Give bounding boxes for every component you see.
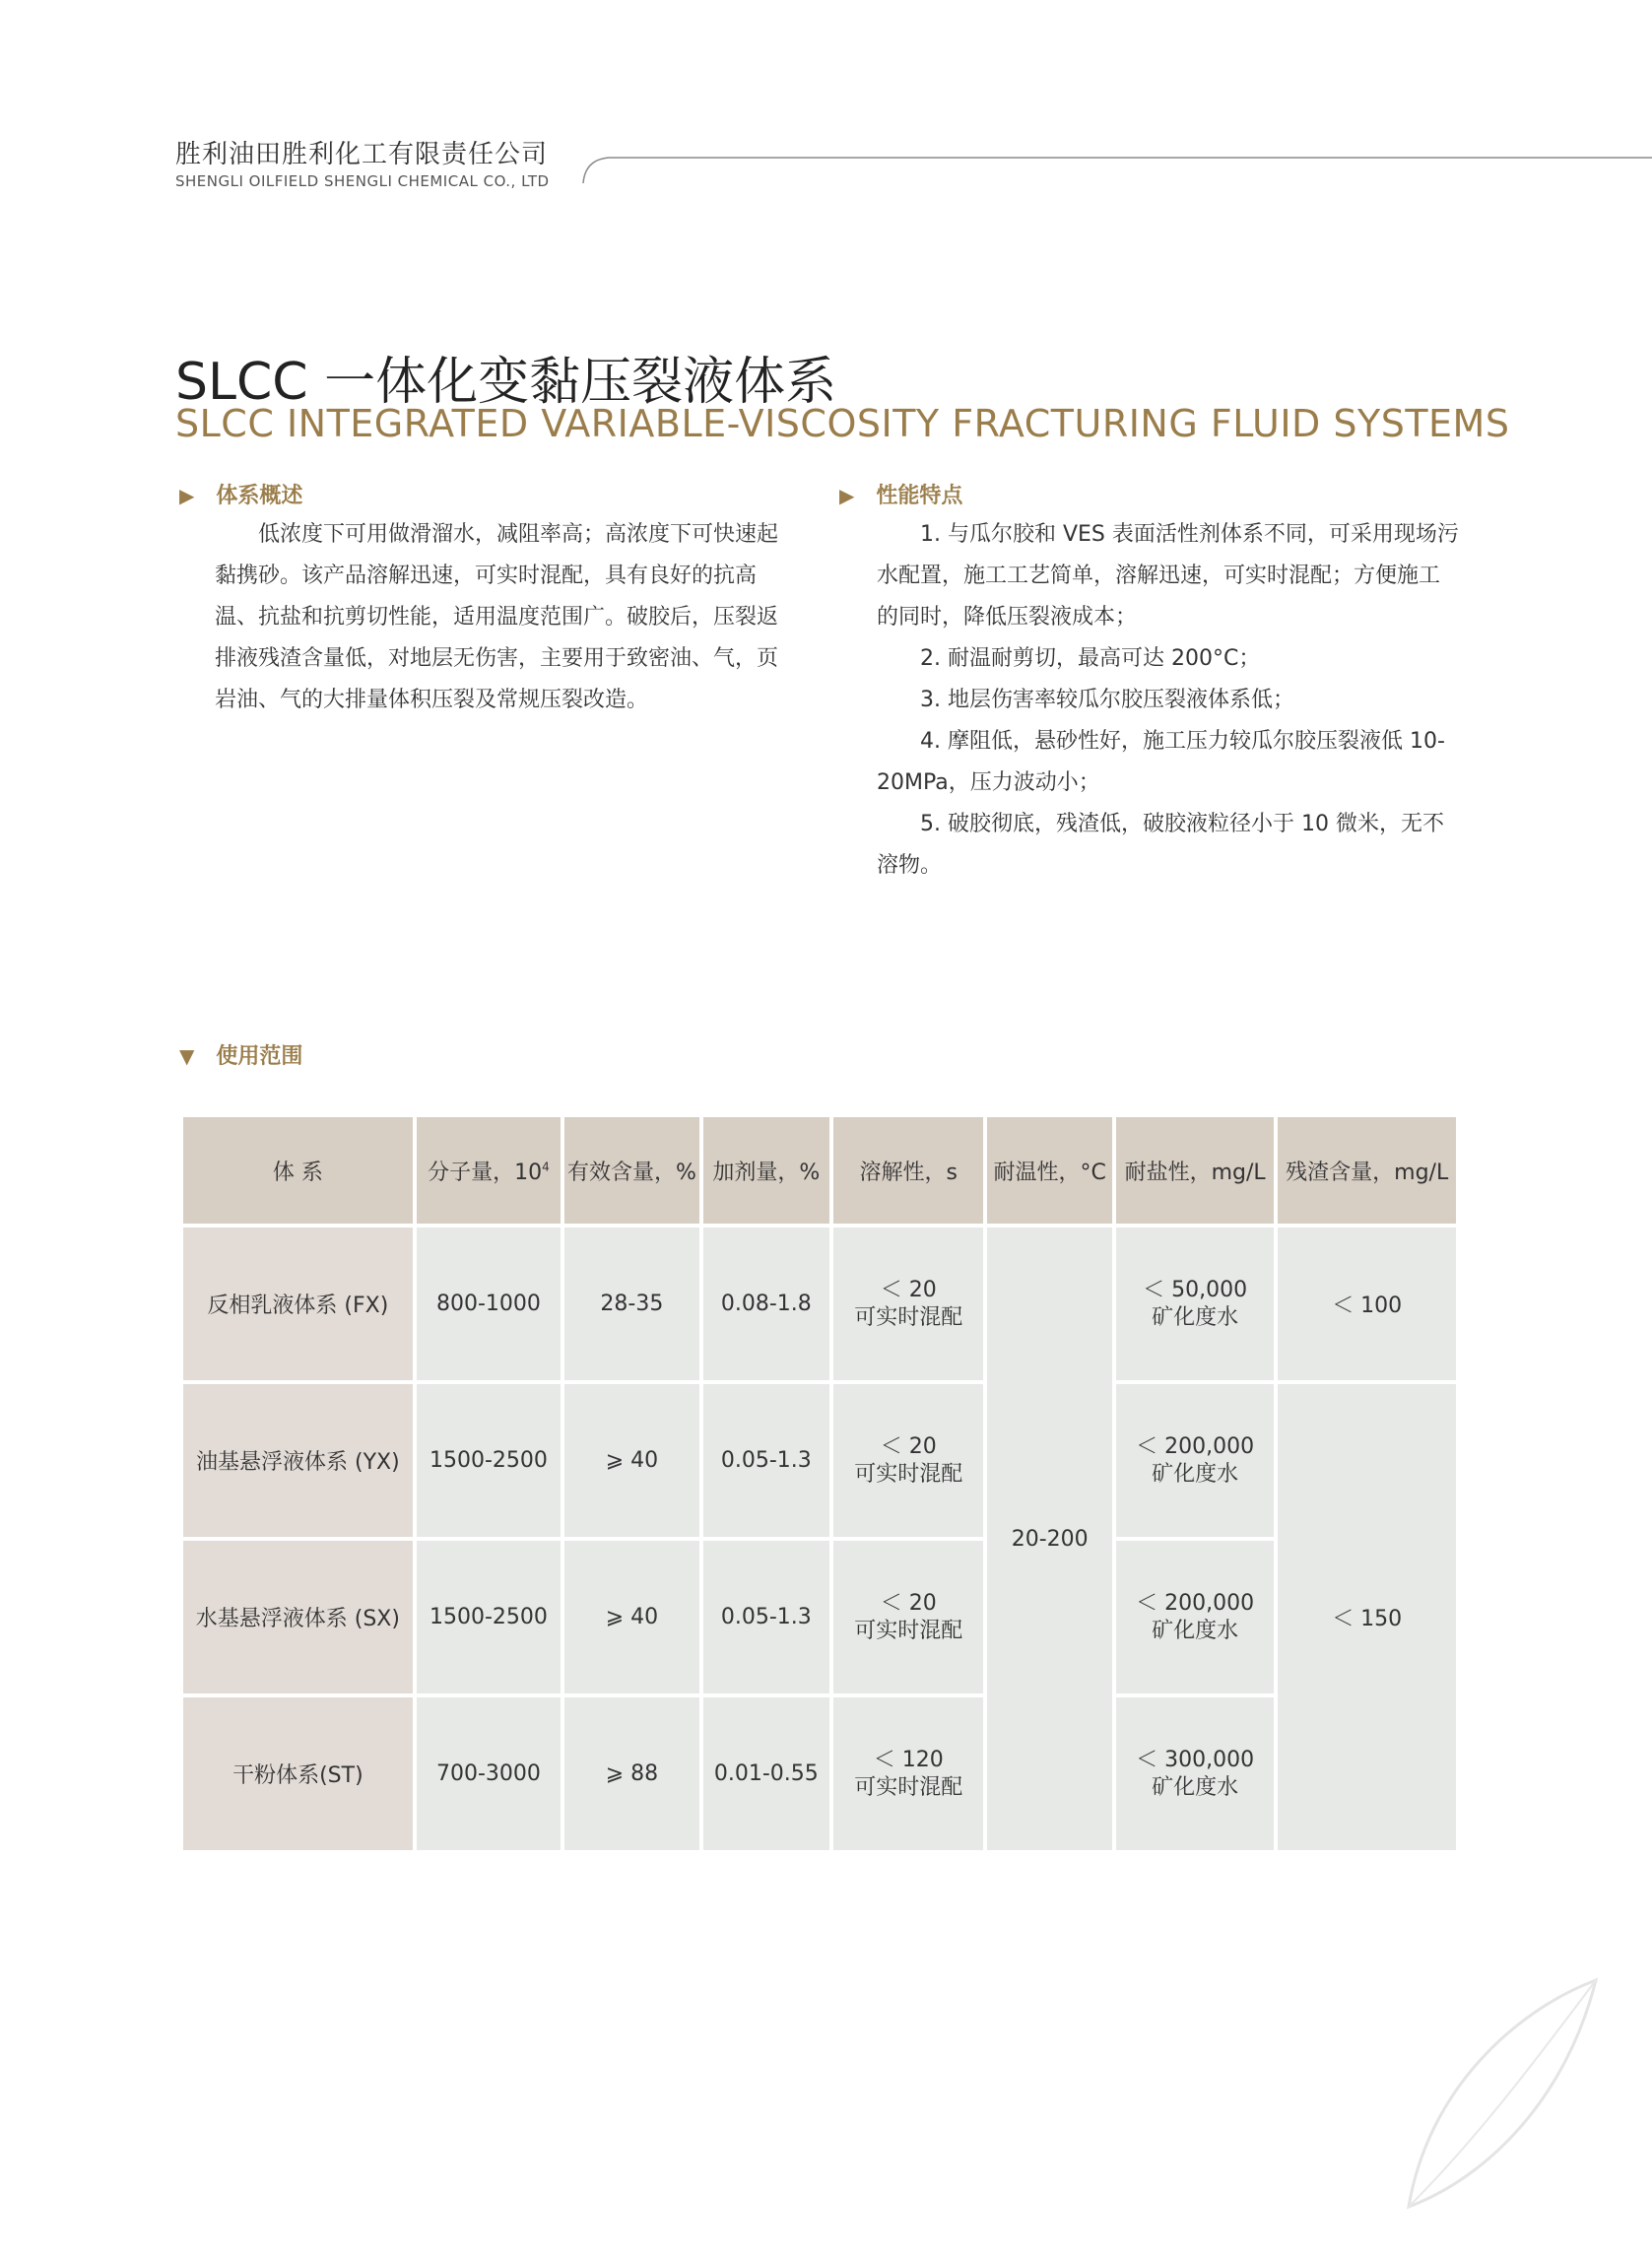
cell-mw: 1500-2500	[417, 1384, 561, 1537]
salt-value: ＜ 200,000	[1136, 1433, 1255, 1459]
feature-item: 1. 与瓜尔胶和 VES 表面活性剂体系不同，可采用现场污水配置，施工工艺简单，溶解迅速，可实时混配；方便施工的同时，降低压裂液成本；	[877, 522, 1459, 630]
column-header: 耐温性，°C	[987, 1117, 1111, 1224]
column-header: 耐盐性，mg/L	[1116, 1117, 1275, 1224]
triangle-down-icon: ▼	[179, 1044, 195, 1068]
table-row	[183, 1697, 1456, 1850]
salt-value: ＜ 300,000	[1136, 1747, 1255, 1772]
header-rule	[579, 154, 1652, 183]
header	[175, 134, 550, 190]
cell-salt	[1116, 1697, 1275, 1850]
cell-system: 干粉体系(ST)	[183, 1697, 413, 1850]
cell-solubility	[833, 1384, 983, 1537]
feature-item: 4. 摩阻低，悬砂性好，施工压力较瓜尔胶压裂液低 10-20MPa，压力波动小；	[877, 729, 1445, 795]
cell-dosage: 0.05-1.3	[703, 1541, 829, 1693]
solubility-value: ＜ 20	[880, 1277, 937, 1302]
column-header: 体 系	[183, 1117, 413, 1224]
cell-temperature: 20-200	[987, 1228, 1111, 1850]
column-header: 加剂量，%	[703, 1117, 829, 1224]
solubility-note: 可实时混配	[854, 1774, 963, 1800]
company-name-cn: 胜利油田胜利化工有限责任公司	[175, 140, 549, 169]
feature-item: 3. 地层伤害率较瓜尔胶压裂液体系低；	[920, 688, 1294, 712]
triangle-right-icon: ▶	[179, 484, 195, 507]
cell-content: 28-35	[564, 1228, 698, 1380]
column-header: 残渣含量，mg/L	[1278, 1117, 1456, 1224]
salt-note: 矿化度水	[1152, 1618, 1239, 1643]
table-row	[183, 1384, 1456, 1537]
solubility-note: 可实时混配	[854, 1304, 963, 1330]
cell-content: ⩾ 88	[564, 1697, 698, 1850]
superscript-exponent: 4	[542, 1160, 550, 1174]
cell-dosage: 0.01-0.55	[703, 1697, 829, 1850]
cell-system: 反相乳液体系 (FX)	[183, 1228, 413, 1380]
feature-item: 2. 耐温耐剪切，最高可达 200°C；	[920, 646, 1261, 671]
cell-system: 油基悬浮液体系 (YX)	[183, 1384, 413, 1537]
cell-salt	[1116, 1384, 1275, 1537]
salt-note: 矿化度水	[1152, 1461, 1239, 1487]
table-row	[183, 1541, 1456, 1693]
cell-residue: ＜ 150	[1278, 1384, 1456, 1850]
cell-system: 水基悬浮液体系 (SX)	[183, 1541, 413, 1693]
leaf-watermark-icon	[1369, 1970, 1625, 2246]
overview-text-block	[215, 514, 798, 721]
page-title-cn: SLCC 一体化变黏压裂液体系	[175, 353, 837, 412]
table-row	[183, 1228, 1456, 1380]
solubility-note: 可实时混配	[854, 1461, 963, 1487]
cell-mw: 1500-2500	[417, 1541, 561, 1693]
cell-salt	[1116, 1228, 1275, 1380]
usage-table	[179, 1113, 1460, 1854]
salt-value: ＜ 50,000	[1143, 1277, 1248, 1302]
features-list	[877, 514, 1460, 887]
table-header-row	[183, 1117, 1456, 1224]
overview-heading	[179, 479, 302, 509]
feature-item: 5. 破胶彻底，残渣低，破胶液粒径小于 10 微米，无不溶物。	[877, 812, 1444, 878]
cell-solubility	[833, 1697, 983, 1850]
cell-mw: 700-3000	[417, 1697, 561, 1850]
solubility-value: ＜ 20	[880, 1590, 937, 1616]
cell-mw: 800-1000	[417, 1228, 561, 1380]
triangle-right-icon: ▶	[839, 484, 855, 507]
column-header: 溶解性，s	[833, 1117, 983, 1224]
cell-content: ⩾ 40	[564, 1541, 698, 1693]
cell-solubility	[833, 1541, 983, 1693]
page-title-en: SLCC INTEGRATED VARIABLE-VISCOSITY FRACTURING FLUID SYSTEMS	[175, 402, 1510, 445]
salt-note: 矿化度水	[1152, 1304, 1239, 1330]
usage-heading-label: 使用范围	[216, 1044, 303, 1069]
cell-dosage: 0.05-1.3	[703, 1384, 829, 1537]
solubility-value: ＜ 120	[873, 1747, 944, 1772]
cell-salt	[1116, 1541, 1275, 1693]
overview-text: 低浓度下可用做滑溜水，减阻率高；高浓度下可快速起黏携砂。该产品溶解迅速，可实时混配，具有良好的抗高温、抗盐和抗剪切性能，适用温度范围广。破胶后，压裂返排液残渣含量低，对地层无伤害，主要用于致密油、气，页岩油、气的大排量体积压裂及常规压裂改造。	[215, 522, 779, 712]
solubility-value: ＜ 20	[880, 1433, 937, 1459]
salt-note: 矿化度水	[1152, 1774, 1239, 1800]
overview-heading-label: 体系概述	[216, 484, 303, 508]
column-header-label: 分子量，10	[428, 1160, 543, 1185]
salt-value: ＜ 200,000	[1136, 1590, 1255, 1616]
usage-heading	[179, 1039, 302, 1070]
solubility-note: 可实时混配	[854, 1618, 963, 1643]
column-header: 有效含量，%	[564, 1117, 698, 1224]
features-heading	[839, 479, 962, 509]
company-name-en: SHENGLI OILFIELD SHENGLI CHEMICAL CO., LTD	[175, 172, 550, 190]
column-header	[417, 1117, 561, 1224]
cell-solubility	[833, 1228, 983, 1380]
cell-residue: ＜ 100	[1278, 1228, 1456, 1380]
cell-dosage: 0.08-1.8	[703, 1228, 829, 1380]
features-heading-label: 性能特点	[876, 484, 963, 508]
cell-content: ⩾ 40	[564, 1384, 698, 1537]
